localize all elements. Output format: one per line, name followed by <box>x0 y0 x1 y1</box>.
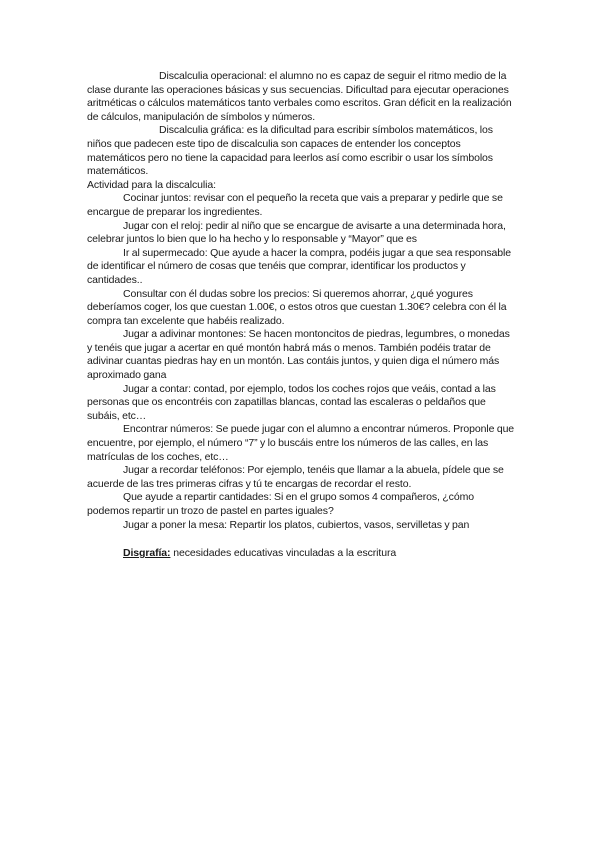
document-body <box>87 70 517 571</box>
disgrafia-title: Disgrafía: <box>123 547 171 560</box>
disgrafia-line <box>123 547 517 561</box>
activity-cocinar: Cocinar juntos: revisar con el pequeño la receta que vais a preparar y pedirle que se encargue de preparar los ingredientes. <box>87 192 503 218</box>
activity-numeros: Encontrar números: Se puede jugar con el alumno a encontrar números. Proponle que encuentre, por ejemplo, el número “7” y lo buscáis entre los números de las calles, en las matrículas de los coches, etc… <box>87 423 515 463</box>
paragraph-discalculia-grafica: Discalculia gráfica: es la dificultad para escribir símbolos matemáticos, los niños que padecen este tipo de discalculia son capaces de entender los conceptos matemáticos pero no tiene la capacidad para leerlos así como escribir o usar los símbolos matemáticos. <box>87 124 493 178</box>
activity-montones: Jugar a adivinar montones: Se hacen montoncitos de piedras, legumbres, o monedas y tenéis que jugar a acertar en qué montón habrá más o menos. También podéis tratar de adivinar cuantas piedras hay en un montón. Las contáis juntos, y quien diga el número más aproximado gana <box>87 328 510 382</box>
paragraph-discalculia-operacional: Discalculia operacional: el alumno no es capaz de seguir el ritmo medio de la clase durante las operaciones básicas y sus secuencias. Dificultad para ejecutar operaciones aritméticas o cálculos matemáticos tanto verbales como escritos. Gran déficit en la realización de cálculos, manipulación de símbolos y números. <box>87 70 512 123</box>
activity-repartir: Que ayude a repartir cantidades: Si en el grupo somos 4 compañeros, ¿cómo podemos repartir un trozo de pastel en partes iguales? <box>87 491 474 517</box>
activity-contar: Jugar a contar: contad, por ejemplo, todos los coches rojos que veáis, contad a las personas que os encontréis con zapatillas blancas, contad las escaleras o peldaños que subáis, etc… <box>87 382 496 422</box>
activity-mesa: Jugar a poner la mesa: Repartir los platos, cubiertos, vasos, servilletas y pan <box>123 518 470 531</box>
activity-supermercado: Ir al supermecado: Que ayude a hacer la compra, podéis jugar a que sea responsable de identificar el número de cosas que tenéis que comprar, identificar los productos y cantidades.. <box>87 246 512 286</box>
activity-telefonos: Jugar a recordar teléfonos: Por ejemplo, tenéis que llamar a la abuela, pídele que se acuerde de las tres primeras cifras y tú te encargas de recordar el resto. <box>87 464 504 490</box>
activity-reloj: Jugar con el reloj: pedir al niño que se encargue de avisarte a una determinada hora, celebrar juntos lo bien que lo ha hecho y lo responsable y “Mayor” que es <box>87 219 506 246</box>
activity-precios: Consultar con él dudas sobre los precios: Si queremos ahorrar, ¿qué yogures deberíamos coger, los que cuestan 1.00€, o estos otros que cuestan 1.30€? celebra con él la compra tan excelente que habéis realizado. <box>87 287 507 327</box>
activity-heading: Actividad para la discalculia: <box>87 178 216 191</box>
disgrafia-text: necesidades educativas vinculadas a la escritura <box>170 547 397 560</box>
